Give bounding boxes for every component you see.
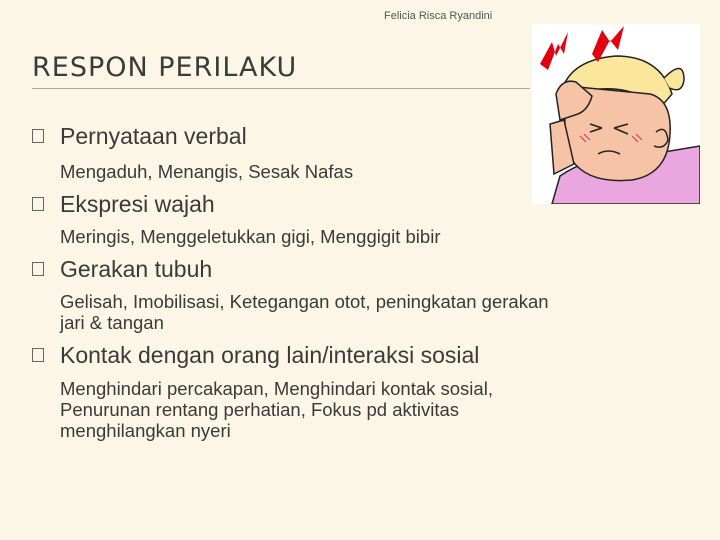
- bullet-heading: Gerakan tubuh: [60, 256, 213, 282]
- bullet-detail: [60, 291, 549, 333]
- bullet-marker-icon: [32, 197, 44, 211]
- detail-line: Penurunan rentang perhatian, Fokus pd aktivitas: [60, 399, 460, 420]
- slide-title: RESPON PERILAKU: [32, 52, 298, 83]
- detail-line: Gelisah, Imobilisasi, Ketegangan otot, peningkatan gerakan: [60, 291, 549, 312]
- ear-shape: [654, 129, 668, 147]
- bullet-detail: [60, 226, 440, 247]
- bullet-detail: [60, 161, 353, 182]
- bullet-marker-icon: [32, 129, 44, 143]
- bullet-heading: Pernyataan verbal: [60, 123, 247, 149]
- author-note: Felicia Risca Ryandini: [384, 10, 493, 22]
- detail-line: jari & tangan: [60, 312, 164, 333]
- bullet-heading: Kontak dengan orang lain/interaksi sosial: [60, 342, 480, 368]
- bullet-heading: Ekspresi wajah: [60, 191, 215, 217]
- bullet-marker-icon: [32, 348, 44, 362]
- detail-line: Menghindari percakapan, Menghindari kontak sosial,: [60, 378, 493, 399]
- detail-line: menghilangkan nyeri: [60, 420, 231, 441]
- bullet-marker-icon: [32, 262, 44, 276]
- detail-line: Meringis, Menggeletukkan gigi, Menggigit bibir: [60, 226, 441, 247]
- title-divider: [32, 88, 530, 89]
- detail-line: Mengaduh, Menangis, Sesak Nafas: [60, 161, 354, 182]
- bullet-detail: [60, 378, 493, 441]
- headache-person-icon: [532, 24, 700, 204]
